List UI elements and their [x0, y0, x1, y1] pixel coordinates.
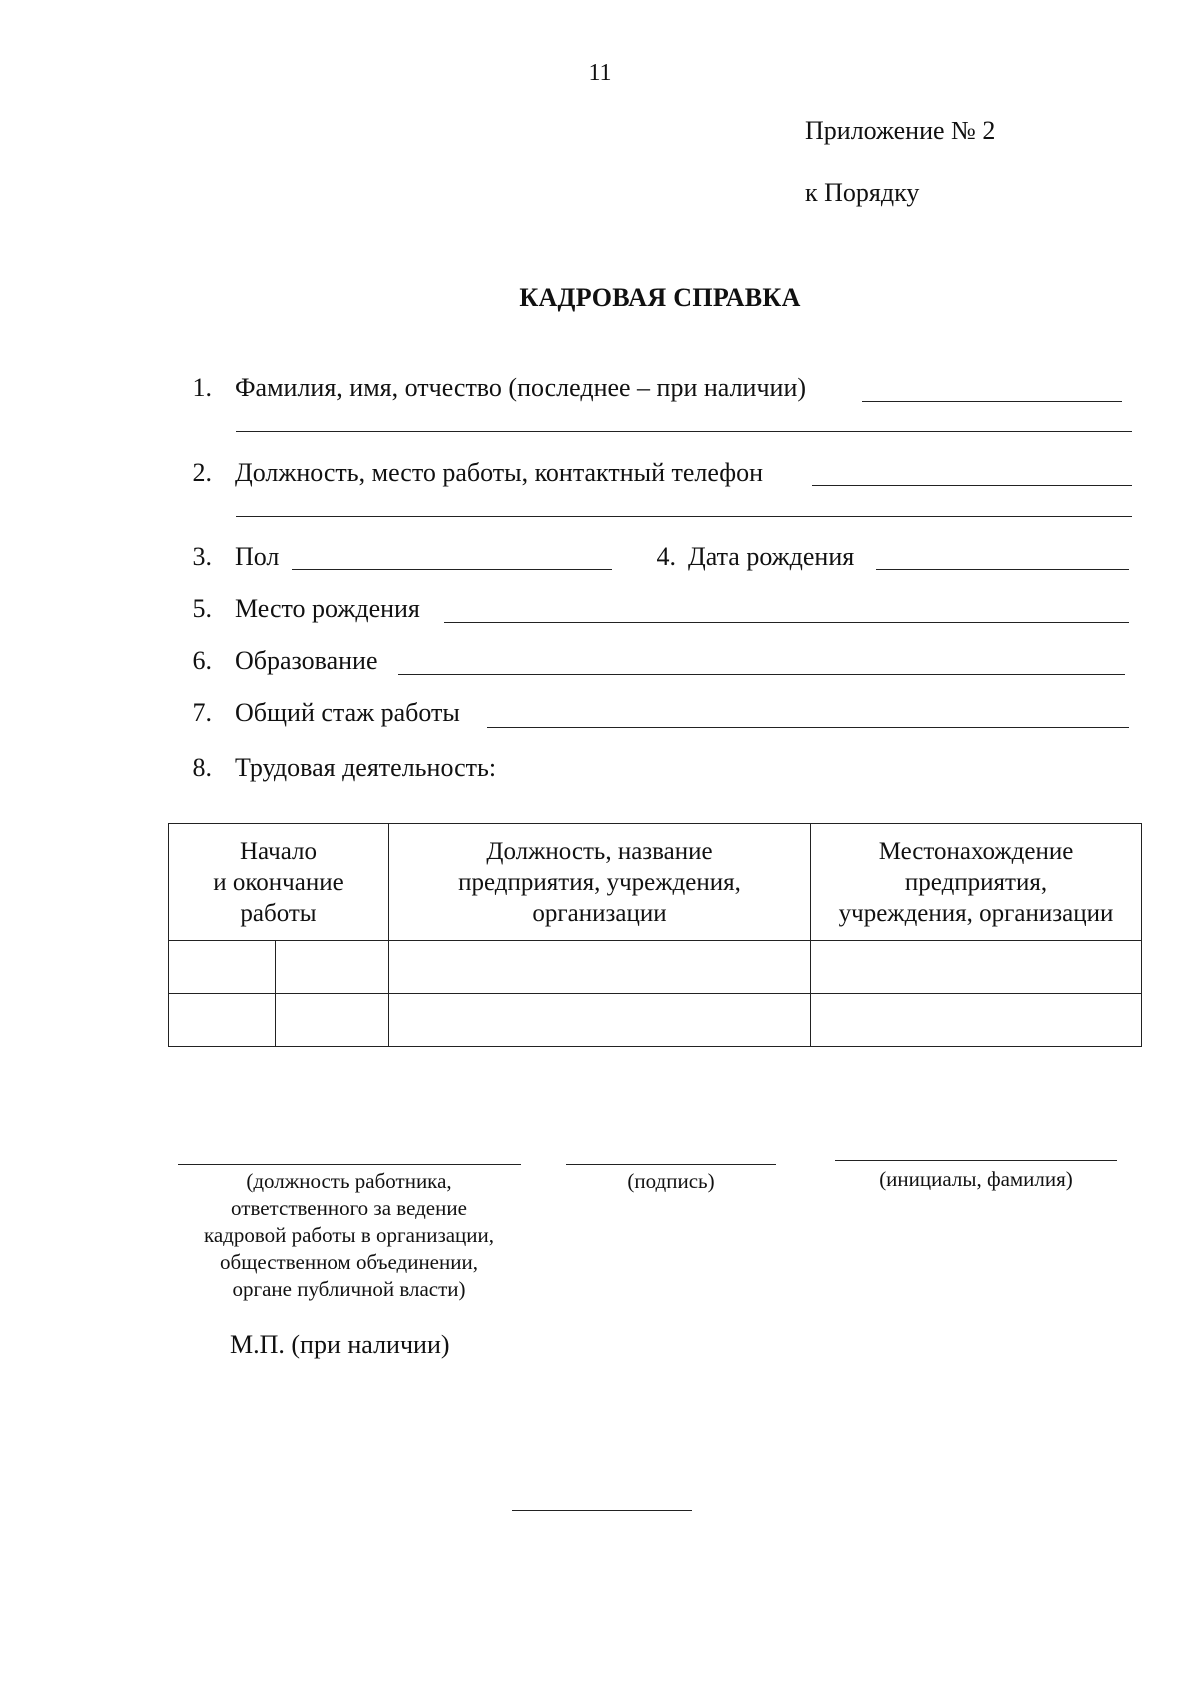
- signature-line[interactable]: [566, 1164, 776, 1165]
- signature-caption: (подпись): [627, 1169, 715, 1193]
- full-name-field[interactable]: [862, 401, 1122, 402]
- initials-surname-caption: (инициалы, фамилия): [879, 1167, 1073, 1191]
- item-7-number: 7.: [192, 698, 212, 727]
- start-date-cell[interactable]: [169, 994, 276, 1047]
- header-period: Начало и окончание работы: [169, 824, 389, 941]
- end-of-page-rule: [512, 1510, 692, 1511]
- item-3-number: 3.: [192, 542, 212, 571]
- page-number: 11: [588, 60, 612, 86]
- end-date-cell[interactable]: [276, 941, 389, 994]
- item-1-label: Фамилия, имя, отчество (последнее – при наличии): [235, 373, 807, 402]
- official-position-caption: (должность работника, ответственного за ведение кадровой работы в организации, общественном объединении, органе публичной власти): [203, 1169, 495, 1301]
- start-date-cell[interactable]: [169, 941, 276, 994]
- total-experience-field[interactable]: [487, 727, 1129, 728]
- item-6-label: Образование: [235, 646, 378, 675]
- item-7-label: Общий стаж работы: [235, 698, 460, 727]
- initials-surname-line[interactable]: [835, 1160, 1117, 1161]
- item-4-label: Дата рождения: [688, 542, 855, 571]
- appendix-reference: к Порядку: [805, 178, 920, 207]
- sex-field[interactable]: [292, 569, 612, 570]
- position-workplace-phone-field-continuation[interactable]: [236, 516, 1132, 517]
- table-row: [169, 941, 1142, 994]
- item-3-label: Пол: [235, 542, 280, 571]
- position-workplace-phone-field[interactable]: [812, 485, 1132, 486]
- official-position-line[interactable]: [178, 1164, 521, 1165]
- header-location: Местонахождение предприятия, учреждения, организации: [811, 824, 1142, 941]
- document-title: КАДРОВАЯ СПРАВКА: [519, 283, 801, 312]
- employment-history-table: [168, 823, 1142, 1047]
- education-field[interactable]: [398, 674, 1125, 675]
- item-1-number: 1.: [192, 373, 212, 402]
- item-8-number: 8.: [192, 753, 212, 782]
- item-5-number: 5.: [192, 594, 212, 623]
- birth-place-field[interactable]: [444, 622, 1129, 623]
- item-6-number: 6.: [192, 646, 212, 675]
- item-2-number: 2.: [192, 458, 212, 487]
- item-5-label: Место рождения: [235, 594, 420, 623]
- end-date-cell[interactable]: [276, 994, 389, 1047]
- location-cell[interactable]: [811, 941, 1142, 994]
- table-row: [169, 994, 1142, 1047]
- item-8-label: Трудовая деятельность:: [235, 753, 497, 782]
- seal-place-label: М.П. (при наличии): [230, 1330, 450, 1359]
- location-cell[interactable]: [811, 994, 1142, 1047]
- table-header-row: [169, 824, 1142, 941]
- item-2-label: Должность, место работы, контактный телефон: [235, 458, 763, 487]
- appendix-number: Приложение № 2: [805, 116, 996, 145]
- full-name-field-continuation[interactable]: [236, 431, 1132, 432]
- header-position: Должность, название предприятия, учреждения, организации: [389, 824, 811, 941]
- position-cell[interactable]: [389, 994, 811, 1047]
- birth-date-field[interactable]: [876, 569, 1129, 570]
- position-cell[interactable]: [389, 941, 811, 994]
- item-4-number: 4.: [656, 542, 676, 571]
